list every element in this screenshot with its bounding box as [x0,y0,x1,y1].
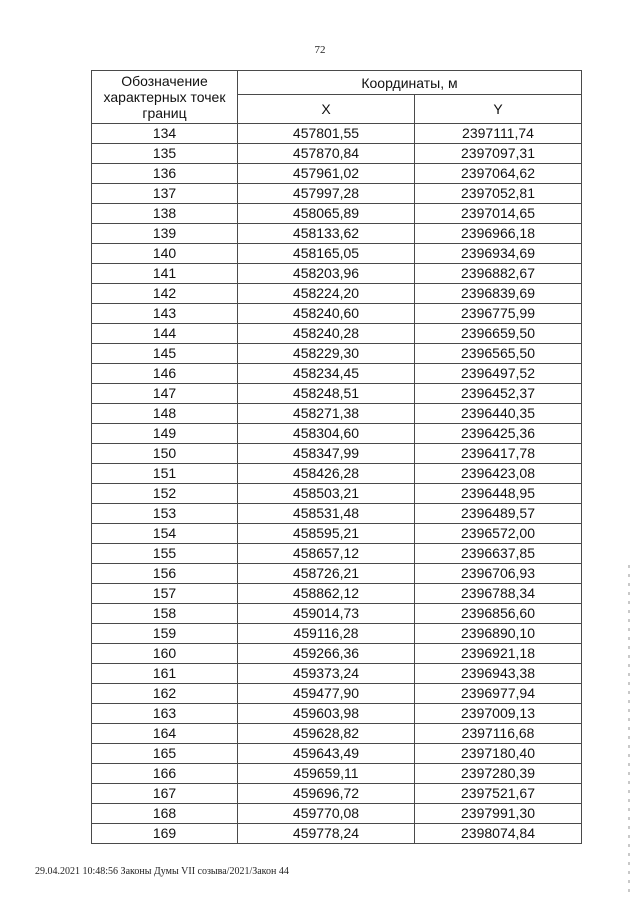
y-coordinate-cell: 2396788,34 [415,584,582,604]
x-coordinate-cell: 458426,28 [238,464,415,484]
y-coordinate-cell: 2396890,10 [415,624,582,644]
y-coordinate-cell: 2397521,67 [415,784,582,804]
y-coordinate-cell: 2396637,85 [415,544,582,564]
table-row [92,264,582,284]
point-number-cell: 162 [92,684,238,704]
x-coordinate-cell: 459373,24 [238,664,415,684]
table-row [92,224,582,244]
x-coordinate-cell: 459603,98 [238,704,415,724]
y-coordinate-cell: 2396966,18 [415,224,582,244]
document-footer: 29.04.2021 10:48:56 Законы Думы VII созыва/2021/Закон 44 [35,866,289,877]
x-column-header: X [238,95,415,124]
x-coordinate-cell: 458229,30 [238,344,415,364]
y-coordinate-cell: 2396489,57 [415,504,582,524]
table-row [92,144,582,164]
x-coordinate-cell: 458271,38 [238,404,415,424]
y-coordinate-cell: 2396706,93 [415,564,582,584]
x-coordinate-cell: 458531,48 [238,504,415,524]
point-number-cell: 151 [92,464,238,484]
table-row [92,404,582,424]
point-number-cell: 136 [92,164,238,184]
y-coordinate-cell: 2397014,65 [415,204,582,224]
point-number-cell: 148 [92,404,238,424]
scan-edge-mark [628,565,630,895]
table-body [92,124,582,844]
table-row [92,664,582,684]
y-coordinate-cell: 2396839,69 [415,284,582,304]
table-row [92,624,582,644]
x-coordinate-cell: 458726,21 [238,564,415,584]
x-coordinate-cell: 458234,45 [238,364,415,384]
table-row [92,804,582,824]
table-row [92,684,582,704]
x-coordinate-cell: 458862,12 [238,584,415,604]
y-coordinate-cell: 2397116,68 [415,724,582,744]
y-coordinate-cell: 2397280,39 [415,764,582,784]
table-row [92,284,582,304]
x-coordinate-cell: 458595,21 [238,524,415,544]
x-coordinate-cell: 458248,51 [238,384,415,404]
y-coordinate-cell: 2396497,52 [415,364,582,384]
table-row [92,444,582,464]
table-row [92,504,582,524]
point-number-cell: 135 [92,144,238,164]
x-coordinate-cell: 459643,49 [238,744,415,764]
x-coordinate-cell: 458203,96 [238,264,415,284]
x-coordinate-cell: 459014,73 [238,604,415,624]
table-row [92,824,582,844]
table-row [92,644,582,664]
table-row [92,424,582,444]
y-coordinate-cell: 2396452,37 [415,384,582,404]
x-coordinate-cell: 459696,72 [238,784,415,804]
x-coordinate-cell: 459477,90 [238,684,415,704]
table-row [92,584,582,604]
point-number-cell: 156 [92,564,238,584]
table-row [92,484,582,504]
table-row [92,464,582,484]
table-row [92,544,582,564]
table-row [92,344,582,364]
y-coordinate-cell: 2397009,13 [415,704,582,724]
table-header [92,71,582,124]
x-coordinate-cell: 458304,60 [238,424,415,444]
table-row [92,704,582,724]
x-coordinate-cell: 457870,84 [238,144,415,164]
x-coordinate-cell: 458240,28 [238,324,415,344]
x-coordinate-cell: 458657,12 [238,544,415,564]
point-number-cell: 154 [92,524,238,544]
point-number-cell: 150 [92,444,238,464]
page-number: 72 [314,44,326,56]
table-row [92,204,582,224]
y-coordinate-cell: 2397097,31 [415,144,582,164]
point-number-cell: 160 [92,644,238,664]
y-coordinate-cell: 2398074,84 [415,824,582,844]
point-number-cell: 134 [92,124,238,144]
table-row [92,604,582,624]
point-number-cell: 166 [92,764,238,784]
point-number-cell: 158 [92,604,238,624]
table-row [92,364,582,384]
x-coordinate-cell: 458065,89 [238,204,415,224]
point-number-cell: 152 [92,484,238,504]
x-coordinate-cell: 457801,55 [238,124,415,144]
x-coordinate-cell: 458165,05 [238,244,415,264]
point-number-cell: 155 [92,544,238,564]
table-row [92,164,582,184]
point-number-cell: 147 [92,384,238,404]
y-coordinate-cell: 2396934,69 [415,244,582,264]
point-number-cell: 139 [92,224,238,244]
table-row [92,764,582,784]
y-coordinate-cell: 2397991,30 [415,804,582,824]
y-coordinate-cell: 2396423,08 [415,464,582,484]
x-coordinate-cell: 459266,36 [238,644,415,664]
y-coordinate-cell: 2396977,94 [415,684,582,704]
point-number-cell: 137 [92,184,238,204]
table-row [92,724,582,744]
coordinates-table [91,70,582,844]
y-coordinate-cell: 2396775,99 [415,304,582,324]
y-coordinate-cell: 2397180,40 [415,744,582,764]
x-coordinate-cell: 458224,20 [238,284,415,304]
point-number-cell: 157 [92,584,238,604]
x-coordinate-cell: 458240,60 [238,304,415,324]
y-column-header: Y [415,95,582,124]
point-number-cell: 143 [92,304,238,324]
y-coordinate-cell: 2396565,50 [415,344,582,364]
table-row [92,784,582,804]
table-row [92,564,582,584]
point-number-cell: 146 [92,364,238,384]
table-row [92,324,582,344]
point-designation-header: Обозначение характерных точек границ [92,71,238,124]
table-row [92,744,582,764]
point-number-cell: 138 [92,204,238,224]
point-number-cell: 167 [92,784,238,804]
y-coordinate-cell: 2396448,95 [415,484,582,504]
point-number-cell: 161 [92,664,238,684]
table-row [92,304,582,324]
y-coordinate-cell: 2396417,78 [415,444,582,464]
point-number-cell: 165 [92,744,238,764]
y-coordinate-cell: 2396440,35 [415,404,582,424]
point-number-cell: 144 [92,324,238,344]
y-coordinate-cell: 2396659,50 [415,324,582,344]
point-number-cell: 142 [92,284,238,304]
y-coordinate-cell: 2397111,74 [415,124,582,144]
table-row [92,124,582,144]
x-coordinate-cell: 458503,21 [238,484,415,504]
point-number-cell: 153 [92,504,238,524]
x-coordinate-cell: 459778,24 [238,824,415,844]
y-coordinate-cell: 2396425,36 [415,424,582,444]
point-number-cell: 164 [92,724,238,744]
point-number-cell: 159 [92,624,238,644]
y-coordinate-cell: 2397052,81 [415,184,582,204]
y-coordinate-cell: 2396572,00 [415,524,582,544]
y-coordinate-cell: 2396856,60 [415,604,582,624]
point-number-cell: 141 [92,264,238,284]
x-coordinate-cell: 459659,11 [238,764,415,784]
table-row [92,244,582,264]
y-coordinate-cell: 2396921,18 [415,644,582,664]
x-coordinate-cell: 458133,62 [238,224,415,244]
y-coordinate-cell: 2397064,62 [415,164,582,184]
coordinates-header: Координаты, м [238,71,582,95]
x-coordinate-cell: 459770,08 [238,804,415,824]
y-coordinate-cell: 2396943,38 [415,664,582,684]
y-coordinate-cell: 2396882,67 [415,264,582,284]
point-number-cell: 149 [92,424,238,444]
point-number-cell: 168 [92,804,238,824]
point-number-cell: 145 [92,344,238,364]
x-coordinate-cell: 458347,99 [238,444,415,464]
x-coordinate-cell: 459628,82 [238,724,415,744]
table-row [92,184,582,204]
x-coordinate-cell: 457997,28 [238,184,415,204]
table-row [92,384,582,404]
x-coordinate-cell: 459116,28 [238,624,415,644]
point-number-cell: 169 [92,824,238,844]
point-number-cell: 163 [92,704,238,724]
point-number-cell: 140 [92,244,238,264]
table-row [92,524,582,544]
x-coordinate-cell: 457961,02 [238,164,415,184]
